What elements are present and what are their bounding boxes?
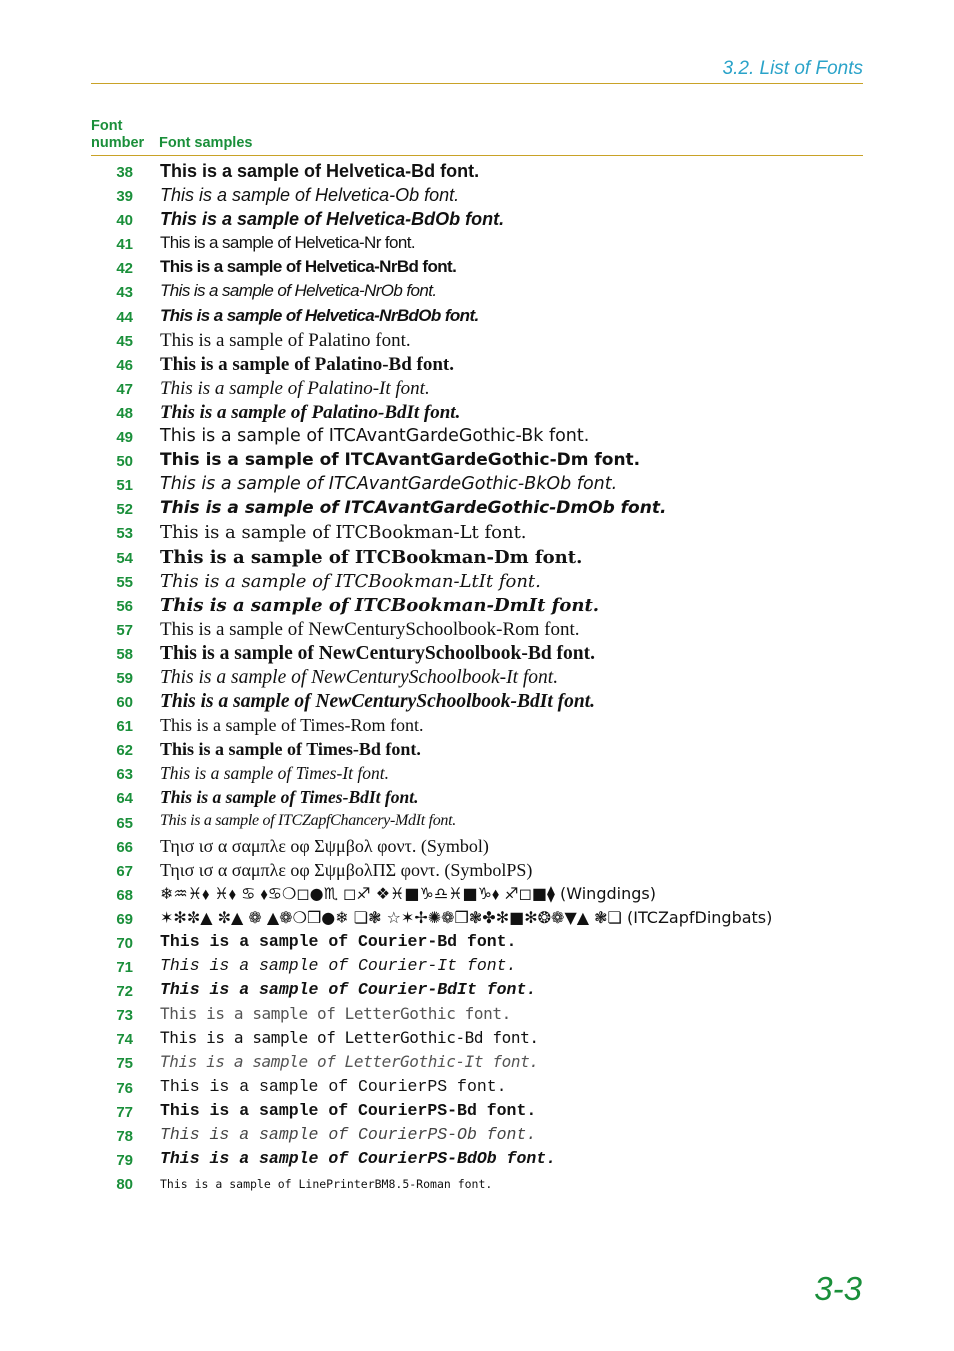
font-number: 41 — [116, 236, 133, 254]
font-sample-text: This is a sample of Helvetica-NrOb font. — [160, 281, 437, 301]
font-sample-text: This is a sample of Times-Bd font. — [160, 739, 421, 760]
font-sample-row — [91, 714, 871, 738]
font-sample-row — [91, 859, 871, 883]
font-sample-text: This is a sample of ITCAvantGardeGothic-BkOb font. — [160, 474, 618, 495]
font-sample-text: This is a sample of CourierPS font. — [160, 1076, 507, 1096]
font-number: 39 — [116, 188, 133, 206]
font-number: 50 — [116, 453, 133, 471]
font-number: 74 — [116, 1031, 133, 1049]
font-number: 47 — [116, 380, 133, 398]
font-sample-row — [91, 762, 871, 786]
font-sample-row — [91, 1076, 871, 1100]
header-divider — [91, 83, 863, 84]
font-sample-row — [91, 305, 871, 329]
font-sample-row — [91, 570, 871, 594]
font-number: 51 — [116, 477, 133, 495]
font-sample-row — [91, 425, 871, 449]
font-sample-text: This is a sample of NewCenturySchoolbook-Rom font. — [160, 618, 580, 640]
font-number: 42 — [116, 260, 133, 278]
font-number: 43 — [116, 284, 133, 302]
font-sample-row — [91, 642, 871, 666]
column-header-font-number-line2: number — [91, 135, 145, 151]
font-sample-text: This is a sample of Courier-It font. — [160, 956, 517, 976]
font-number: 65 — [116, 814, 133, 832]
font-number: 71 — [116, 959, 133, 977]
font-sample-row — [91, 883, 871, 907]
column-header-font-samples: Font samples — [159, 135, 253, 151]
font-number: 54 — [116, 549, 133, 567]
font-sample-text: This is a sample of CourierPS-BdOb font. — [160, 1148, 557, 1168]
font-number: 78 — [116, 1127, 133, 1145]
font-number: 67 — [116, 862, 133, 880]
font-number: 52 — [116, 501, 133, 519]
font-sample-row — [91, 546, 871, 570]
font-number: 53 — [116, 525, 133, 543]
font-number: 58 — [116, 645, 133, 663]
font-sample-row — [91, 1124, 871, 1148]
font-sample-text: ✶✻✼▲ ✼▲ ❁ ▲❁❍❒●❄ ❏❃ ☆✶✢✺❁❒❃✤✻■✻❂❁▼▲ ❃❏ (ITCZapfDingbats) — [160, 907, 773, 927]
font-sample-row — [91, 690, 871, 714]
font-sample-text: This is a sample of LetterGothic-Bd font. — [160, 1028, 539, 1048]
font-sample-row — [91, 811, 871, 835]
font-number: 59 — [116, 669, 133, 687]
font-sample-row — [91, 208, 871, 232]
font-sample-row — [91, 184, 871, 208]
font-number: 64 — [116, 790, 133, 808]
running-header-title: 3.2. List of Fonts — [722, 58, 863, 79]
font-sample-list — [91, 160, 871, 1196]
column-header — [91, 118, 253, 152]
font-sample-row — [91, 1100, 871, 1124]
font-number: 75 — [116, 1055, 133, 1073]
font-sample-text: Τηισ ισ α σαμπλε οφ ΣψμβολΠΣ φοντ. (SymbolPS) — [160, 859, 533, 880]
font-sample-row — [91, 955, 871, 979]
font-number: 70 — [116, 935, 133, 952]
font-number: 55 — [116, 573, 133, 591]
font-number: 62 — [116, 742, 133, 760]
font-sample-text: Τηισ ισ α σαμπλε οφ Σψμβολ φοντ. (Symbol) — [160, 835, 489, 856]
font-sample-text: This is a sample of ITCBookman-Dm font. — [160, 546, 583, 568]
font-sample-text: This is a sample of Helvetica-Nr font. — [160, 233, 415, 253]
font-number: 48 — [116, 404, 133, 422]
font-sample-row — [91, 594, 871, 618]
font-number: 38 — [116, 164, 133, 181]
font-sample-row — [91, 738, 871, 762]
font-number: 60 — [116, 694, 133, 712]
font-sample-text: This is a sample of Courier-Bd font. — [160, 932, 517, 951]
font-number: 80 — [116, 1175, 133, 1193]
font-sample-row — [91, 666, 871, 690]
font-sample-row — [91, 232, 871, 256]
font-sample-text: This is a sample of Helvetica-NrBd font. — [160, 257, 457, 277]
font-sample-row — [91, 329, 871, 353]
font-sample-row — [91, 160, 871, 184]
font-sample-text: This is a sample of LetterGothic-It font. — [160, 1052, 539, 1072]
font-sample-text: This is a sample of Palatino-Bd font. — [160, 353, 455, 375]
font-sample-row — [91, 1148, 871, 1172]
font-sample-text: This is a sample of CourierPS-Ob font. — [160, 1124, 537, 1144]
font-sample-row — [91, 377, 871, 401]
font-number: 77 — [116, 1103, 133, 1121]
font-sample-row — [91, 473, 871, 497]
font-number: 68 — [116, 886, 133, 904]
font-sample-row — [91, 1003, 871, 1027]
font-sample-row — [91, 931, 871, 955]
font-number: 73 — [116, 1007, 133, 1025]
font-sample-text: This is a sample of Helvetica-BdOb font. — [160, 209, 505, 230]
font-sample-text: This is a sample of ITCBookman-Lt font. — [160, 522, 527, 544]
font-sample-text: This is a sample of CourierPS-Bd font. — [160, 1100, 537, 1120]
font-sample-text: This is a sample of NewCenturySchoolbook-BdIt font. — [160, 691, 595, 713]
font-sample-row — [91, 618, 871, 642]
font-sample-row — [91, 979, 871, 1003]
font-number: 57 — [116, 621, 133, 639]
font-number: 72 — [116, 983, 133, 1001]
font-sample-text: This is a sample of Palatino font. — [160, 329, 411, 351]
font-sample-text: This is a sample of ITCBookman-DmIt font. — [160, 594, 600, 616]
font-number: 56 — [116, 597, 133, 615]
font-sample-row — [91, 1027, 871, 1051]
font-sample-text: This is a sample of Times-Rom font. — [160, 715, 424, 736]
font-sample-text: This is a sample of LetterGothic font. — [160, 1004, 511, 1024]
font-number: 44 — [116, 308, 133, 326]
page-number: 3-3 — [814, 1270, 862, 1307]
font-number: 79 — [116, 1151, 133, 1169]
font-sample-row — [91, 1172, 871, 1196]
column-header-font-number-line1: Font — [91, 118, 123, 134]
font-sample-text: This is a sample of Times-BdIt font. — [160, 787, 419, 808]
font-number: 61 — [116, 718, 133, 736]
font-sample-text: This is a sample of ITCZapfChancery-MdIt font. — [160, 811, 456, 829]
font-sample-row — [91, 835, 871, 859]
font-sample-row — [91, 497, 871, 521]
font-sample-text: This is a sample of Helvetica-Ob font. — [160, 185, 460, 206]
font-sample-row — [91, 1051, 871, 1075]
font-number: 76 — [116, 1079, 133, 1097]
font-sample-row — [91, 401, 871, 425]
font-sample-text: This is a sample of Palatino-BdIt font. — [160, 401, 461, 423]
column-header-divider — [91, 155, 863, 156]
font-sample-text: This is a sample of Helvetica-NrBdOb font. — [160, 305, 479, 325]
font-number: 49 — [116, 429, 133, 447]
font-sample-text: This is a sample of ITCBookman-LtIt font. — [160, 570, 541, 592]
font-sample-text: This is a sample of LinePrinterBM8.5-Roman font. — [160, 1176, 493, 1191]
font-sample-text: ❄♒♓⬧ ♓⬧ ♋ ⬧♋❍◻●♏ ◻♐ ❖♓■♑♎♓■♑⬧ ♐◻■⧫ (Wingdings) — [160, 883, 656, 903]
font-sample-text: This is a sample of Palatino-It font. — [160, 377, 430, 399]
font-sample-text: This is a sample of NewCenturySchoolbook-Bd font. — [160, 642, 596, 664]
font-sample-row — [91, 907, 871, 931]
font-number: 69 — [116, 910, 133, 928]
font-sample-row — [91, 449, 871, 473]
font-number: 63 — [116, 766, 133, 784]
font-sample-text: This is a sample of Courier-BdIt font. — [160, 980, 537, 1000]
font-number: 66 — [116, 838, 133, 856]
font-number: 40 — [116, 212, 133, 230]
font-sample-row — [91, 256, 871, 280]
font-sample-text: This is a sample of Times-It font. — [160, 763, 389, 784]
font-sample-text: This is a sample of ITCAvantGardeGothic-DmOb font. — [160, 498, 667, 519]
font-sample-text: This is a sample of Helvetica-Bd font. — [160, 161, 480, 181]
font-sample-text: This is a sample of ITCAvantGardeGothic-Bk font. — [160, 426, 590, 447]
font-sample-row — [91, 280, 871, 304]
font-number: 45 — [116, 332, 133, 350]
font-sample-row — [91, 521, 871, 545]
font-number: 46 — [116, 356, 133, 374]
font-sample-text: This is a sample of ITCAvantGardeGothic-Dm font. — [160, 450, 641, 471]
font-sample-text: This is a sample of NewCenturySchoolbook-It font. — [160, 666, 559, 688]
font-sample-row — [91, 786, 871, 810]
font-sample-row — [91, 353, 871, 377]
